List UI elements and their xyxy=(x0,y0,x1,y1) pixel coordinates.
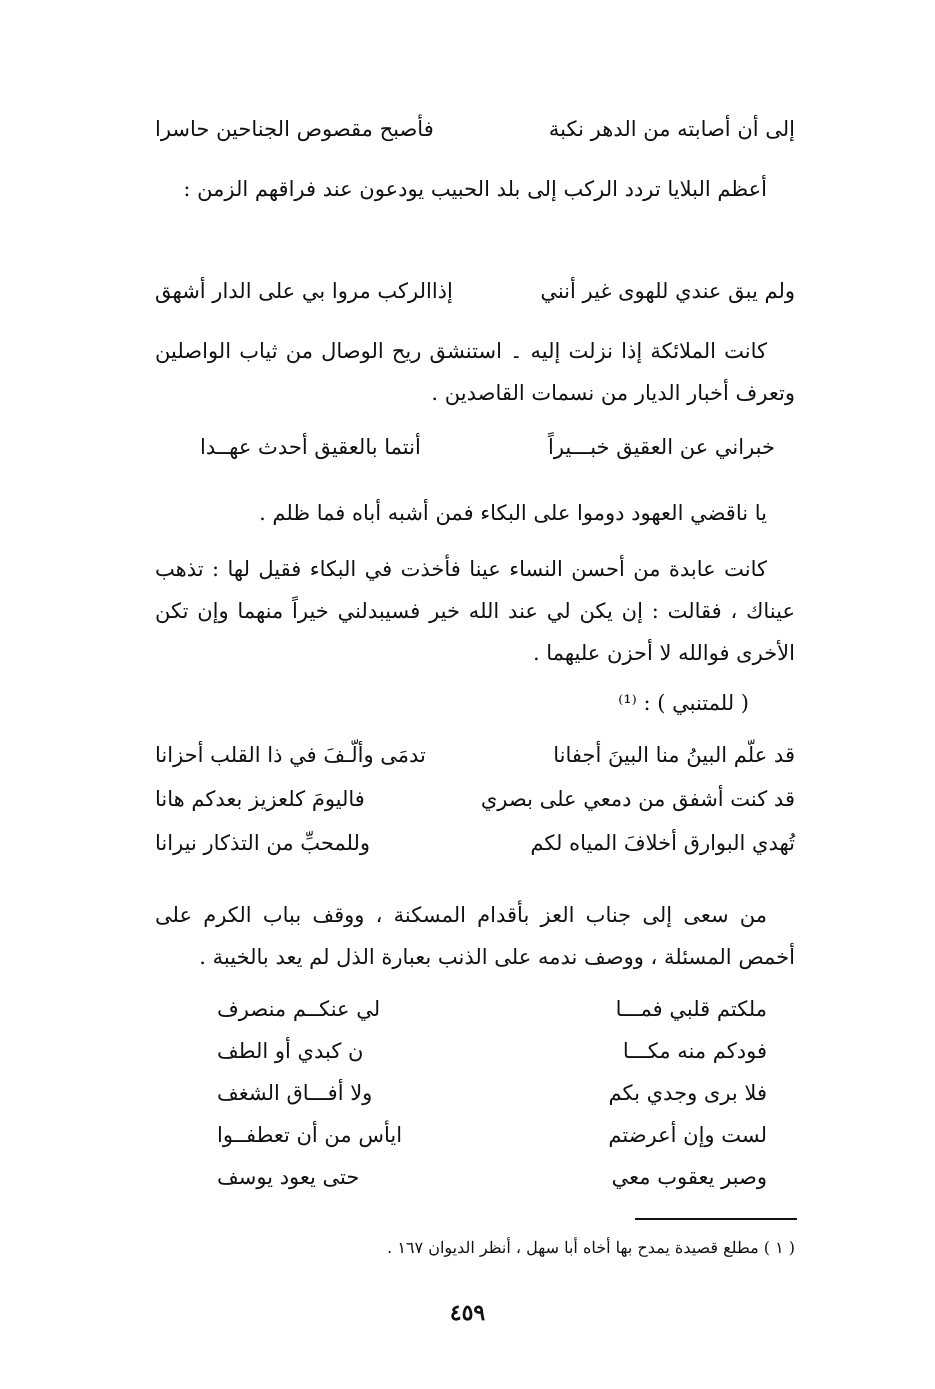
verse-second-hemistich: ولا أفـــاق الشغف xyxy=(217,1081,373,1105)
verse-first-hemistich: فلا برى وجدي بكم xyxy=(608,1081,767,1105)
verse-second-hemistich: فأصبح مقصوص الجناحين حاسرا xyxy=(155,117,434,141)
verse-second-hemistich: ن كبدي أو الطف xyxy=(217,1039,364,1063)
text-line: يا ناقضي العهود دوموا على البكاء فمن أشبه أباه فما ظلم . xyxy=(259,501,767,525)
paragraph: كانت الملائكة إذا نزلت إليه ۔ استنشق ريح الوصال من ثياب الواصلين وتعرف أخبار الديار من نسمات القاصدين . xyxy=(155,339,795,405)
verse-line xyxy=(155,1114,795,1156)
verse-line xyxy=(155,1072,795,1114)
verse-second-hemistich: وللمحبِّ من التذكار نيرانا xyxy=(155,831,371,855)
verse-second-hemistich: تدمَى وألّـفَ في ذا القلب أحزانا xyxy=(155,743,426,767)
verse-second-hemistich: حتى يعود يوسف xyxy=(217,1165,360,1189)
verse-first-hemistich: وصبر يعقوب معي xyxy=(611,1165,767,1189)
verse-line xyxy=(155,270,795,312)
verse-first-hemistich: فودكم منه مكـــا xyxy=(622,1039,767,1063)
verse-first-hemistich: ملكتم قلبي فمـــا xyxy=(615,997,767,1021)
verse-line xyxy=(155,734,795,776)
verse-first-hemistich: تُهدي البوارق أخلافَ المياه لكم xyxy=(530,831,795,855)
verse-first-hemistich: خبراني عن العقيق خبـــيراً xyxy=(547,435,775,459)
verse-first-hemistich: ولم يبق عندي للهوى غير أنني xyxy=(540,279,795,303)
footnote: ( ١ ) مطلع قصيدة يمدح بها أخاه أبا سهل ، أنظر الديوان ١٦٧ . xyxy=(387,1238,795,1257)
verse-line xyxy=(155,1156,795,1198)
verse-line xyxy=(155,108,795,150)
verse-line xyxy=(155,1030,795,1072)
page-number: ٤٥٩ xyxy=(449,1300,486,1326)
verse-first-hemistich: لست وإن أعرضتم xyxy=(608,1123,767,1147)
verse-first-hemistich: قد كنت أشفق من دمعي على بصري xyxy=(480,787,795,811)
verse-line xyxy=(155,426,795,468)
verse-line xyxy=(155,988,795,1030)
footnote-divider xyxy=(635,1218,797,1220)
verse-first-hemistich: إلى أن أصابته من الدهر نكبة xyxy=(548,117,795,141)
verse-first-hemistich: قد علّم البينُ منا البينَ أجفانا xyxy=(553,743,795,767)
verse-second-hemistich: أنتما بالعقيق أحدث عهــدا xyxy=(200,435,421,459)
paragraph: من سعى إلى جناب العز بأقدام المسكنة ، ووقف بباب الكرم على أخمص المسئلة ، ووصف ندمه على الذنب بعبارة الذل لم يعد بالخيبة . xyxy=(155,903,795,969)
verse-second-hemistich: إذاالركب مروا بي على الدار أشهق xyxy=(155,279,453,303)
verse-second-hemistich: لي عنكــم منصرف xyxy=(217,997,381,1021)
verse-line xyxy=(155,822,795,864)
poem-attribution: ( للمتنبي ) : ⁽¹⁾ xyxy=(618,691,749,715)
paragraph: أعظم البلايا تردد الركب إلى بلد الحبيب يودعون عند فراقهم الزمن : xyxy=(183,177,767,201)
verse-line xyxy=(155,778,795,820)
verse-second-hemistich: فاليومَ كلعزيز بعدكم هانا xyxy=(155,787,365,811)
paragraph: كانت عابدة من أحسن النساء عينا فأخذت في البكاء فقيل لها : تذهب عيناك ، فقالت : إن يكن لي عند الله خير فسيبدلني خيراً منهما وإن تكن الأخرى فوالله لا أحزن عليهما . xyxy=(155,557,795,665)
verse-second-hemistich: ايأس من أن تعطفــوا xyxy=(217,1123,403,1147)
